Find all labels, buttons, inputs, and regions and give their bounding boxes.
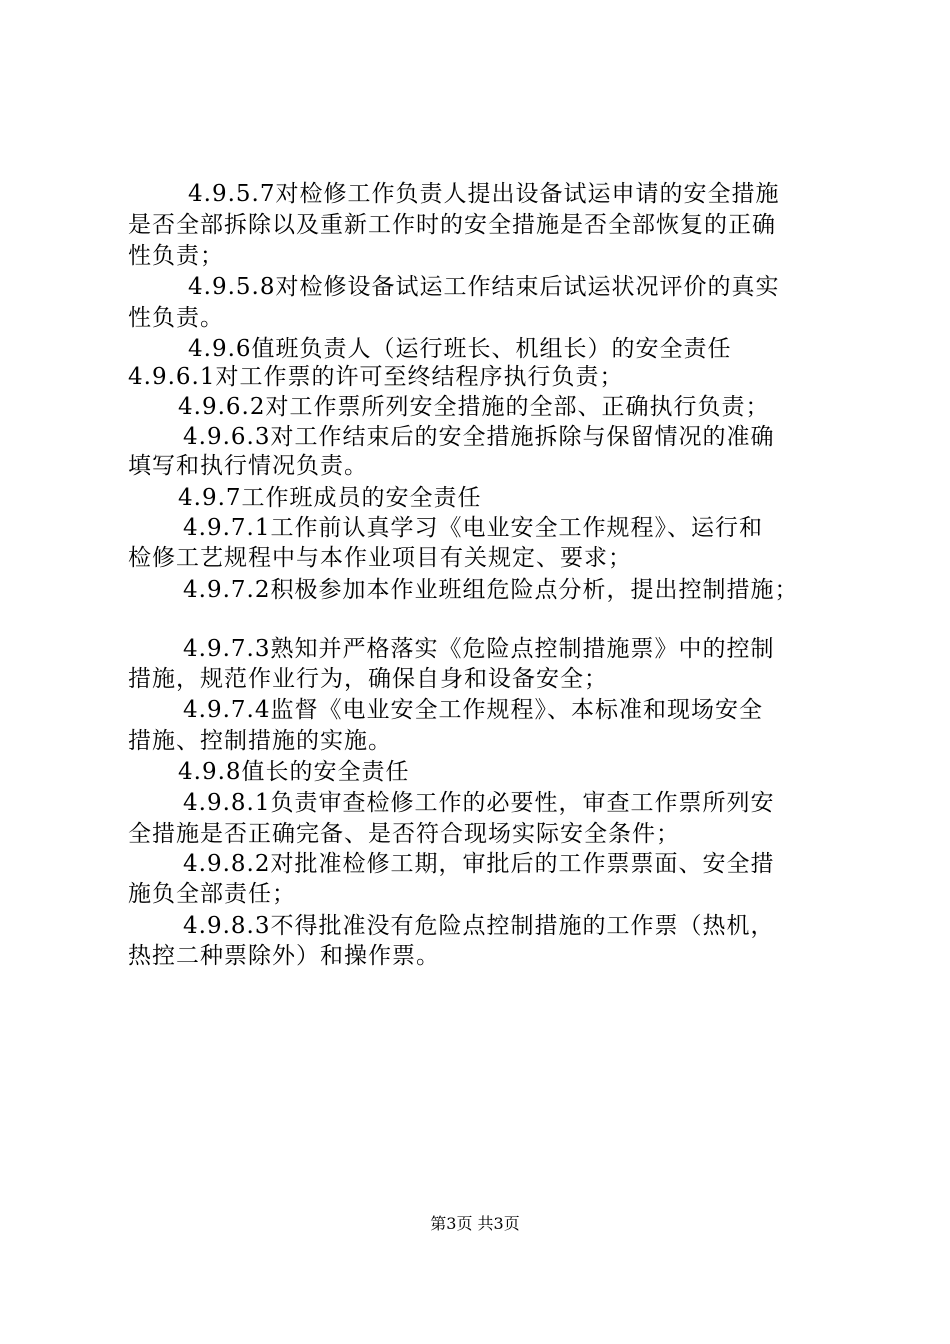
section-heading: 4.9.7工作班成员的安全责任 (178, 485, 482, 511)
text-line: 4.9.5.8对检修设备试运工作结束后试运状况评价的真实 (188, 274, 780, 300)
text-line: 4.9.8.2对批准检修工期，审批后的工作票票面、安全措 (183, 851, 775, 877)
text-line: 性负责； (128, 243, 224, 269)
text-line: 措施、控制措施的实施。 (128, 728, 392, 754)
text-line: 4.9.8.1负责审查检修工作的必要性，审查工作票所列安 (183, 790, 775, 816)
text-line: 4.9.5.7对检修工作负责人提出设备试运申请的安全措施 (188, 181, 780, 207)
text-line: 4.9.7.2积极参加本作业班组危险点分析，提出控制措施； (183, 577, 799, 603)
section-heading: 4.9.6值班负责人（运行班长、机组长）的安全责任 (188, 336, 732, 362)
text-line: 4.9.8.3不得批准没有危险点控制措施的工作票（热机， (183, 913, 775, 939)
text-line: 4.9.7.1工作前认真学习《电业安全工作规程》、运行和 (183, 515, 763, 541)
page-number-footer: 第3页 共3页 (430, 1214, 520, 1233)
text-line: 是否全部拆除以及重新工作时的安全措施是否全部恢复的正确 (128, 212, 776, 238)
text-line: 措施，规范作业行为，确保自身和设备安全； (128, 666, 608, 692)
text-line: 4.9.6.1对工作票的许可至终结程序执行负责； (128, 364, 624, 390)
text-line: 填写和执行情况负责。 (128, 453, 368, 479)
text-line: 全措施是否正确完备、是否符合现场实际安全条件； (128, 821, 680, 847)
text-line: 施负全部责任； (128, 881, 296, 907)
section-heading: 4.9.8值长的安全责任 (178, 759, 410, 785)
text-line: 检修工艺规程中与本作业项目有关规定、要求； (128, 545, 632, 571)
text-line: 4.9.6.3对工作结束后的安全措施拆除与保留情况的准确 (183, 424, 775, 450)
text-line: 4.9.6.2对工作票所列安全措施的全部、正确执行负责； (178, 394, 770, 420)
text-line: 4.9.7.3熟知并严格落实《危险点控制措施票》中的控制 (183, 636, 775, 662)
text-line: 4.9.7.4监督《电业安全工作规程》、本标准和现场安全 (183, 697, 763, 723)
text-line: 性负责。 (128, 305, 224, 331)
text-line: 热控二种票除外）和操作票。 (128, 943, 440, 969)
